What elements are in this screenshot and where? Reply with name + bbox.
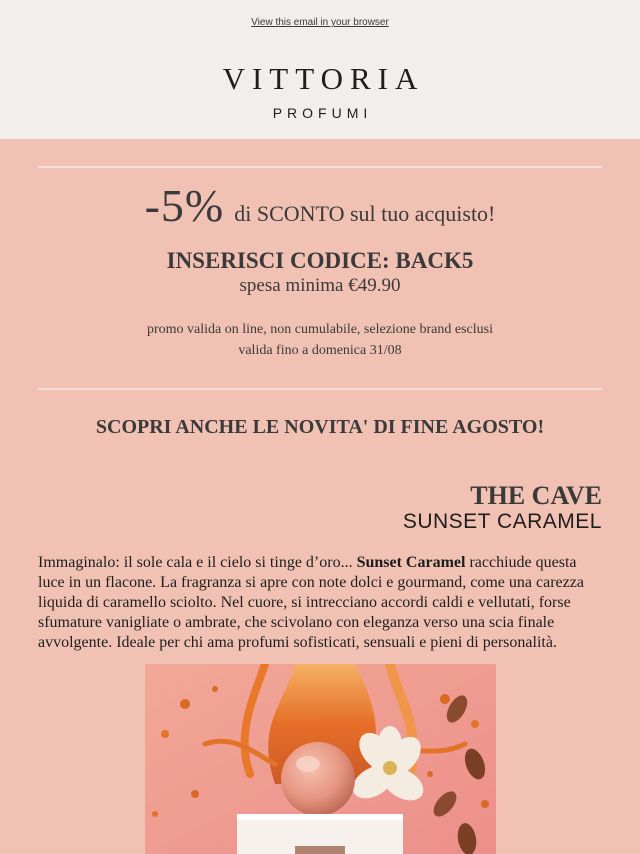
product-description bbox=[38, 553, 604, 653]
desc-intro: Immaginalo: il sole cala e il cielo si tinge d’oro... bbox=[38, 554, 357, 571]
promo-validity: valida fino a domenica 31/08 bbox=[238, 343, 402, 358]
email-body bbox=[0, 139, 640, 854]
product-brand[interactable]: THE CAVE bbox=[470, 481, 602, 510]
desc-rest: racchiude questa luce in un flacone. La fragranza si apre con note dolci e gourmand, come una carezza liquida di caramello sciolto. Nel cuore, si intrecciano accordi caldi e vellutati, forse sfumature vanigliate o ambrate, che scivolano con eleganza verso una scia finale avvolgente. Ideale per chi ama profumi sofisticati, sensuali e pieni di personalità. bbox=[38, 554, 584, 651]
divider bbox=[38, 166, 602, 168]
brand-logo[interactable]: VITTORIA bbox=[222, 61, 425, 96]
section-heading: SCOPRI ANCHE LE NOVITA' DI FINE AGOSTO! bbox=[95, 416, 545, 438]
divider bbox=[38, 388, 602, 390]
product-image[interactable] bbox=[145, 664, 496, 854]
brand-subtitle: PROFUMI bbox=[272, 105, 373, 121]
desc-product-name: Sunset Caramel bbox=[356, 554, 466, 571]
view-in-browser-link[interactable]: View this email in your browser bbox=[251, 17, 389, 28]
product-name[interactable]: SUNSET CARAMEL bbox=[402, 510, 602, 533]
promo-code: INSERISCI CODICE: BACK5 bbox=[166, 248, 474, 273]
discount-text: di SCONTO sul tuo acquisto! bbox=[234, 201, 496, 226]
promo-conditions: promo valida on line, non cumulabile, selezione brand esclusi bbox=[146, 322, 493, 337]
minimum-spend: spesa minima €49.90 bbox=[239, 275, 401, 296]
discount-percent: -5% bbox=[144, 180, 225, 231]
discount-banner bbox=[0, 179, 640, 232]
email-header bbox=[0, 0, 640, 139]
